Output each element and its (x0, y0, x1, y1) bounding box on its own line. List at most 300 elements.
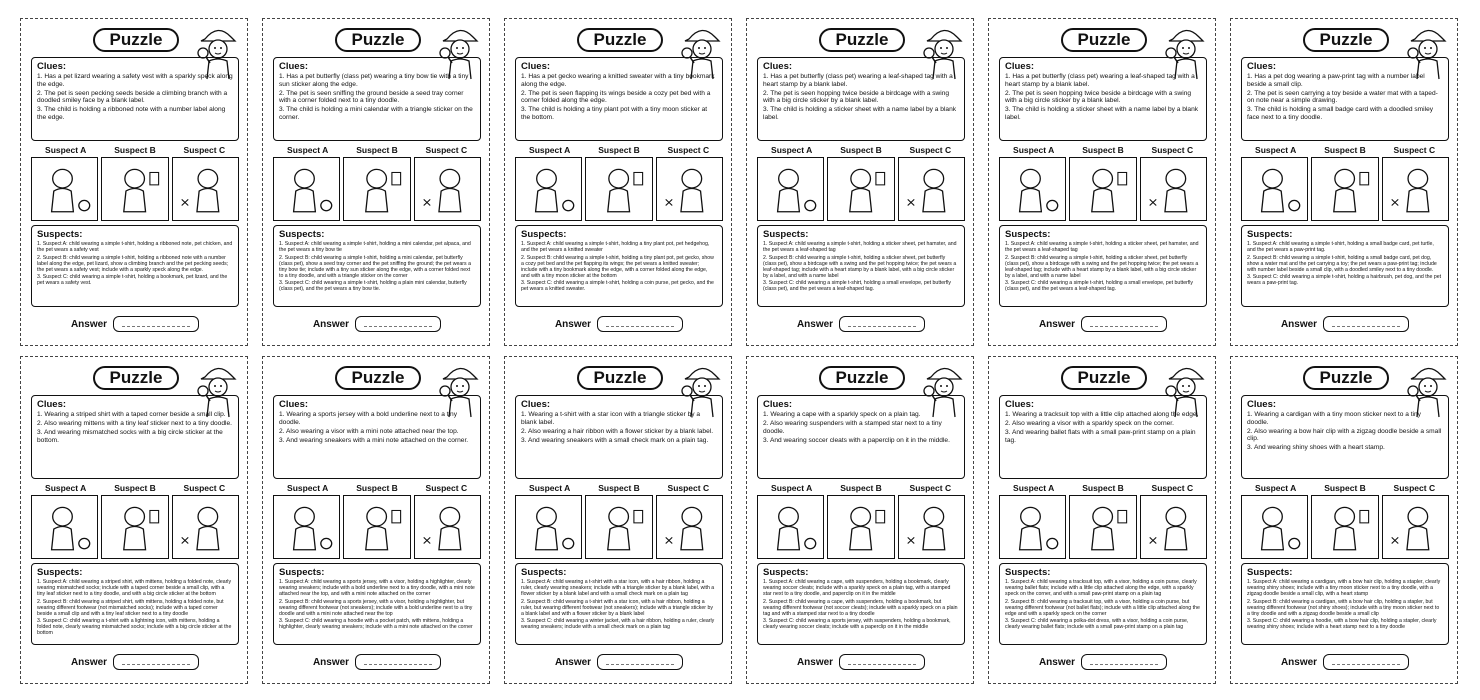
puzzle-card (20, 356, 248, 684)
suspect-list (521, 579, 717, 630)
suspect-list (1247, 579, 1443, 630)
clue-item: 2. Also wearing a bow hair clip with a zigzag doodle beside a small clip. (1247, 427, 1442, 443)
suspect-c-label: Suspect C (1151, 483, 1194, 493)
puzzle-title: Puzzle (1061, 28, 1147, 52)
clue-item: 2. The pet is seen sniffing the ground beside a seed tray corner with a corner folded next to a tiny doodle. (279, 89, 464, 105)
clues-heading: Clues: (521, 61, 551, 72)
suspect-label-row (757, 483, 965, 494)
suspect-b-picture (1069, 495, 1136, 559)
suspect-c-label: Suspect C (1393, 145, 1436, 155)
suspect-picture-row (757, 157, 965, 221)
clues-heading: Clues: (37, 61, 67, 72)
child-illustration-icon (1312, 496, 1377, 558)
suspect-b-picture (827, 157, 894, 221)
suspect-picture-row (1241, 495, 1449, 559)
puzzle-title: Puzzle (335, 366, 421, 390)
suspects-box (31, 563, 239, 645)
suspects-heading: Suspects: (521, 229, 567, 240)
suspects-heading: Suspects: (1005, 229, 1051, 240)
answer-row (757, 653, 965, 671)
answer-row (1241, 653, 1449, 671)
puzzle-card (1230, 356, 1458, 684)
suspect-a-picture (999, 495, 1066, 559)
answer-label: Answer (312, 318, 350, 330)
answer-label: Answer (554, 656, 592, 668)
clue-list (521, 411, 717, 444)
suspect-a-picture (31, 495, 98, 559)
answer-label: Answer (554, 318, 592, 330)
suspect-description: 1. Suspect A: child wearing a simple t-shirt, holding a sticker sheet, pet hamster, and the pet wears a leaf-shaped tag (1005, 241, 1199, 253)
child-illustration-icon (415, 496, 480, 558)
suspect-label-row (31, 145, 239, 156)
suspects-heading: Suspects: (1005, 567, 1051, 578)
puzzle-title: Puzzle (1303, 28, 1389, 52)
suspect-c-picture (898, 495, 965, 559)
suspect-b-picture (101, 495, 168, 559)
suspect-b-label: Suspect B (114, 483, 156, 493)
puzzle-title: Puzzle (577, 28, 663, 52)
clue-item: 1. Wearing a cape with a sparkly speck on a plain tag. (763, 411, 921, 418)
answer-field[interactable] (113, 654, 199, 670)
child-illustration-icon (344, 496, 409, 558)
suspect-a-picture (31, 157, 98, 221)
answer-label: Answer (312, 656, 350, 668)
suspect-a-label: Suspect A (287, 483, 329, 493)
clues-box (515, 395, 723, 479)
suspect-c-label: Suspect C (183, 145, 226, 155)
clue-item: 3. And wearing soccer cleats with a paperclip on it in the middle. (763, 436, 950, 444)
suspect-description: 2. Suspect B: child wearing a cape, with suspenders, holding a bookmark, but wearing different footwear (not soccer cleats); include with a sparkly speck on a plain tag and with a stamped star next to a tiny doodle (763, 598, 958, 617)
suspect-b-picture (343, 495, 410, 559)
answer-row (1241, 315, 1449, 333)
suspect-picture-row (1241, 157, 1449, 221)
child-illustration-icon (828, 496, 893, 558)
suspects-heading: Suspects: (763, 567, 809, 578)
clue-item: 3. And wearing sneakers with a small check mark on a plain tag. (521, 436, 709, 444)
suspects-box (273, 563, 481, 645)
child-illustration-icon (899, 158, 964, 220)
clue-item: 2. The pet is seen hopping twice beside a birdcage with a swing with a big circle sticker by a blank label. (1005, 89, 1192, 105)
suspect-description: 1. Suspect A: child wearing a sports jersey, with a visor, holding a highlighter, clearly wearing sneakers; include with a bold underline next to a tiny doodle, with a mini note attached near the top, and with a mini note attached on the corner (279, 579, 475, 597)
suspect-label-row (999, 145, 1207, 156)
suspects-box (999, 225, 1207, 307)
answer-field[interactable] (597, 316, 683, 332)
suspect-description: 1. Suspect A: child wearing a simple t-shirt, holding a sticker sheet, pet hamster, and the pet wears a leaf-shaped tag (763, 241, 957, 253)
suspect-b-label: Suspect B (1324, 145, 1366, 155)
suspect-c-picture (656, 495, 723, 559)
answer-row (273, 315, 481, 333)
suspect-c-label: Suspect C (667, 483, 710, 493)
suspect-description: 2. Suspect B: child wearing a simple t-shirt, holding a tiny plant pot, pet gecko, show a cozy pet bed and the pet flapping its wings; the pet wears a knitted sweater; include with a tiny bookmark along the edge, with a corner folded along the edge, and with a tiny moon sticker at the bottom (521, 254, 714, 279)
clue-item: 2. Also wearing a visor with a mini note attached near the top. (279, 427, 459, 435)
child-illustration-icon (657, 158, 722, 220)
clue-list (37, 73, 233, 122)
clues-heading: Clues: (279, 399, 309, 410)
suspect-picture-row (273, 495, 481, 559)
clue-item: 1. Wearing a tracksuit top with a little clip attached along the edge. (1005, 411, 1199, 418)
clue-item: 3. The child is holding a sticker sheet with a name label by a blank label. (1005, 106, 1199, 121)
suspects-box (757, 225, 965, 307)
clues-box (757, 395, 965, 479)
suspect-b-picture (1311, 495, 1378, 559)
child-illustration-icon (1383, 496, 1448, 558)
child-illustration-icon (516, 496, 581, 558)
child-illustration-icon (102, 158, 167, 220)
child-illustration-icon (415, 158, 480, 220)
clues-box (999, 395, 1207, 479)
suspect-description: 3. Suspect C: child wearing a winter jacket, with a hair ribbon, holding a ruler, clearly wearing sneakers; include with a small check mark on a plain tag (521, 618, 715, 630)
suspect-picture-row (31, 157, 239, 221)
answer-row (999, 653, 1207, 671)
clue-item: 3. The child is holding a small badge card with a doodled smiley face next to a tiny doodle. (1247, 106, 1434, 121)
clue-list (279, 73, 475, 122)
suspect-picture-row (515, 495, 723, 559)
answer-label: Answer (70, 318, 108, 330)
suspect-list (763, 241, 959, 292)
suspect-c-picture (172, 157, 239, 221)
child-illustration-icon (274, 496, 339, 558)
child-illustration-icon (1141, 158, 1206, 220)
answer-field[interactable] (1081, 316, 1167, 332)
answer-field[interactable] (113, 316, 199, 332)
clues-box (1241, 395, 1449, 479)
clue-item: 3. The child is holding a mini calendar with a triangle sticker on the corner. (279, 106, 473, 121)
clue-item: 1. Has a pet gecko wearing a knitted sweater with a tiny bookmark along the edge. (521, 73, 715, 88)
puzzle-title: Puzzle (335, 28, 421, 52)
suspect-label-row (999, 483, 1207, 494)
puzzle-card (746, 356, 974, 684)
child-illustration-icon (899, 496, 964, 558)
answer-row (999, 315, 1207, 333)
suspect-description: 2. Suspect B: child wearing a sports jersey, with a visor, holding a highlighter, but wearing different footwear (not sneakers); include with a bold underline next to a tiny doodle and with a mini note attached near the top (279, 598, 473, 617)
child-illustration-icon (1141, 496, 1206, 558)
child-illustration-icon (1070, 158, 1135, 220)
clues-box (1241, 57, 1449, 141)
suspect-label-row (273, 145, 481, 156)
child-illustration-icon (1242, 496, 1307, 558)
child-illustration-icon (586, 496, 651, 558)
child-illustration-icon (828, 158, 893, 220)
suspect-b-picture (1311, 157, 1378, 221)
clues-heading: Clues: (1247, 399, 1277, 410)
clue-list (37, 411, 233, 444)
suspect-picture-row (273, 157, 481, 221)
clues-heading: Clues: (521, 399, 551, 410)
suspect-b-label: Suspect B (1082, 483, 1124, 493)
suspect-b-label: Suspect B (598, 483, 640, 493)
suspect-description: 1. Suspect A: child wearing a cardigan, with a bow hair clip, holding a stapler, clearly wearing shiny shoes; include with a tiny moon sticker next to a tiny doodle, with a zigzag doodle beside a small clip, with a heart stamp (1247, 579, 1441, 597)
suspect-a-label: Suspect A (771, 145, 813, 155)
answer-field[interactable] (355, 654, 441, 670)
child-illustration-icon (32, 158, 97, 220)
answer-field[interactable] (1081, 654, 1167, 670)
answer-row (757, 315, 965, 333)
child-illustration-icon (657, 496, 722, 558)
child-illustration-icon (516, 158, 581, 220)
suspect-b-picture (101, 157, 168, 221)
clues-heading: Clues: (37, 399, 67, 410)
clues-box (515, 57, 723, 141)
suspect-label-row (1241, 145, 1449, 156)
child-illustration-icon (758, 158, 823, 220)
clue-list (1005, 411, 1201, 444)
clue-item: 1. Has a pet lizard wearing a safety vest with a sparkly speck along the edge. (37, 73, 233, 88)
clues-box (31, 395, 239, 479)
suspect-description: 3. Suspect C: child wearing a hoodie, with a bow hair clip, holding a stapler, clearly wearing shiny shoes; include with a heart stamp next to a tiny doodle (1247, 618, 1437, 630)
suspect-c-picture (1382, 495, 1449, 559)
suspect-description: 1. Suspect A: child wearing a cape, with suspenders, holding a bookmark, clearly wearing soccer cleats; include with a sparkly speck on a plain tag, with a stamped star next to a tiny doodle, and paperclip on it in the middle (763, 579, 951, 597)
suspect-a-picture (273, 157, 340, 221)
suspect-c-picture (1140, 495, 1207, 559)
child-illustration-icon (1312, 158, 1377, 220)
suspect-b-picture (585, 495, 652, 559)
clue-item: 2. The pet is seen hopping twice beside a birdcage with a swing with a big circle sticker by a blank label. (763, 89, 950, 105)
suspect-a-label: Suspect A (287, 145, 329, 155)
clue-item: 3. And wearing mismatched socks with a big circle sticker at the bottom. (37, 429, 223, 444)
child-illustration-icon (344, 158, 409, 220)
suspect-b-label: Suspect B (598, 145, 640, 155)
clue-item: 3. The child is holding a sticker sheet with a name label by a blank label. (763, 106, 957, 121)
suspect-list (279, 241, 475, 292)
clue-item: 2. Also wearing a hair ribbon with a flower sticker by a blank label. (521, 427, 714, 435)
suspect-label-row (31, 483, 239, 494)
puzzle-card (262, 356, 490, 684)
clues-heading: Clues: (763, 399, 793, 410)
child-illustration-icon (1383, 158, 1448, 220)
puzzle-card (20, 18, 248, 346)
suspect-a-picture (515, 495, 582, 559)
suspect-picture-row (757, 495, 965, 559)
suspect-label-row (515, 145, 723, 156)
answer-field[interactable] (1323, 654, 1409, 670)
suspect-b-label: Suspect B (840, 483, 882, 493)
suspect-list (763, 579, 959, 630)
suspect-description: 3. Suspect C: child wearing a simple t-shirt, holding a hairbrush, pet dog, and the pet wears a paw-print tag. (1247, 274, 1442, 286)
suspect-a-picture (757, 157, 824, 221)
suspect-description: 2. Suspect B: child wearing a simple t-shirt, holding a mini calendar, pet butterfly (class pet), show a seed tray corner and the pet sniffing the ground; the pet wears a tiny bow tie; include with a tiny sun sticker along the edge, with a corner folded next to a tiny doodle, and with a triangle sticker on the corner (279, 254, 471, 279)
suspect-a-label: Suspect A (45, 145, 87, 155)
puzzle-title: Puzzle (93, 366, 179, 390)
answer-row (31, 653, 239, 671)
suspect-a-picture (1241, 495, 1308, 559)
suspect-list (1005, 579, 1201, 630)
clue-item: 3. And wearing shiny shoes with a heart stamp. (1247, 444, 1385, 452)
suspect-a-label: Suspect A (1013, 483, 1055, 493)
suspects-heading: Suspects: (1247, 229, 1293, 240)
puzzle-card (504, 356, 732, 684)
suspect-c-picture (656, 157, 723, 221)
answer-label: Answer (796, 656, 834, 668)
suspect-list (521, 241, 717, 292)
puzzle-card (1230, 18, 1458, 346)
clue-list (763, 411, 959, 444)
clue-list (521, 73, 717, 122)
clue-item: 3. The child is holding a tiny plant pot with a tiny moon sticker at the bottom. (521, 106, 708, 121)
suspect-b-label: Suspect B (1082, 145, 1124, 155)
answer-field[interactable] (839, 654, 925, 670)
suspect-description: 1. Suspect A: child wearing a t-shirt with a star icon, with a hair ribbon, holding a ruler, clearly wearing sneakers; include with a triangle sticker by a blank label, with a flower sticker by a blank label and with a small check mark on a plain tag (521, 579, 715, 597)
suspects-box (757, 563, 965, 645)
suspect-c-label: Suspect C (909, 483, 952, 493)
clues-box (757, 57, 965, 141)
suspect-description: 3. Suspect C: child wearing a simple t-shirt, holding a small envelope, pet butterfly (class pet), and the pet wears a leaf-shaped tag. (1005, 280, 1193, 292)
answer-field[interactable] (355, 316, 441, 332)
suspect-c-picture (414, 157, 481, 221)
suspects-heading: Suspects: (521, 567, 567, 578)
suspect-b-label: Suspect B (840, 145, 882, 155)
suspect-a-picture (273, 495, 340, 559)
clues-box (273, 57, 481, 141)
suspect-label-row (757, 145, 965, 156)
suspect-c-label: Suspect C (1151, 145, 1194, 155)
puzzle-title: Puzzle (577, 366, 663, 390)
suspect-label-row (273, 483, 481, 494)
suspect-description: 2. Suspect B: child wearing a t-shirt with a star icon, with a hair ribbon, holding a ruler, but wearing different footwear (not sneakers); include with a triangle sticker by a blank label and with a flower sticker by a blank label (521, 598, 713, 617)
clue-item: 1. Wearing a striped shirt with a taped corner beside a small clip. (37, 411, 226, 418)
clue-item: 2. Also wearing suspenders with a stamped star next to a tiny doodle. (763, 420, 942, 435)
suspect-c-label: Suspect C (425, 483, 468, 493)
puzzle-card (988, 356, 1216, 684)
suspect-picture-row (31, 495, 239, 559)
suspect-list (37, 241, 233, 286)
answer-label: Answer (1038, 656, 1076, 668)
clue-item: 3. And wearing sneakers with a mini note attached on the corner. (279, 436, 469, 444)
puzzle-card (504, 18, 732, 346)
suspect-c-label: Suspect C (183, 483, 226, 493)
suspect-description: 1. Suspect A: child wearing a tracksuit top, with a visor, holding a coin purse, clearly wearing ballet flats; include with a little clip attached along the edge, with a sparkly speck on the corner, and with a small paw-print stamp on a plain tag (1005, 579, 1197, 597)
suspect-c-label: Suspect C (909, 145, 952, 155)
clue-item: 2. Also wearing a visor with a sparkly speck on the corner. (1005, 420, 1174, 428)
answer-field[interactable] (1323, 316, 1409, 332)
suspect-a-label: Suspect A (1255, 483, 1297, 493)
suspect-description: 2. Suspect B: child wearing a simple t-shirt, holding a small badge card, pet dog, show a water mat and the pet carrying a toy; the pet wears a paw-print tag; include with number label beside a small clip, with a doodled smiley next to a tiny doodle. (1247, 254, 1437, 273)
suspect-list (37, 579, 233, 636)
suspect-list (1005, 241, 1201, 292)
puzzle-title: Puzzle (1061, 366, 1147, 390)
suspect-a-label: Suspect A (45, 483, 87, 493)
suspect-c-label: Suspect C (425, 145, 468, 155)
suspect-a-label: Suspect A (1255, 145, 1297, 155)
suspect-list (279, 579, 475, 630)
clue-item: 2. Also wearing mittens with a tiny leaf sticker next to a tiny doodle. (37, 420, 232, 428)
clues-heading: Clues: (1247, 61, 1277, 72)
suspect-c-picture (898, 157, 965, 221)
clue-item: 3. And wearing ballet flats with a small paw-print stamp on a plain tag. (1005, 429, 1196, 444)
puzzle-title: Puzzle (1303, 366, 1389, 390)
suspect-a-label: Suspect A (529, 145, 571, 155)
clue-item: 2. The pet is seen flapping its wings beside a cozy pet bed with a corner folded along the edge. (521, 89, 711, 105)
suspects-heading: Suspects: (37, 567, 83, 578)
suspect-description: 1. Suspect A: child wearing a simple t-shirt, holding a tiny plant pot, pet hedgehog, and the pet wears a knitted sweater (521, 241, 710, 253)
suspect-description: 3. Suspect C: child wearing a sports jersey, with suspenders, holding a bookmark, clearly wearing soccer cleats; include with a paperclip on it in the middle (763, 618, 951, 630)
answer-row (31, 315, 239, 333)
suspect-a-label: Suspect A (1013, 145, 1055, 155)
suspect-c-picture (1382, 157, 1449, 221)
clues-box (31, 57, 239, 141)
suspects-box (273, 225, 481, 307)
clue-item: 1. Wearing a cardigan with a tiny moon sticker next to a tiny doodle. (1247, 411, 1421, 426)
child-illustration-icon (1242, 158, 1307, 220)
answer-label: Answer (796, 318, 834, 330)
suspects-heading: Suspects: (1247, 567, 1293, 578)
clue-item: 1. Has a pet butterfly (class pet) wearing a tiny bow tie with a tiny sun sticker along the edge. (279, 73, 469, 88)
suspect-c-label: Suspect C (667, 145, 710, 155)
suspect-description: 3. Suspect C: child wearing a polka-dot dress, with a visor, holding a coin purse, clearly wearing ballet flats; include with a small paw-print stamp on a plain tag (1005, 618, 1189, 630)
suspects-heading: Suspects: (37, 229, 83, 240)
answer-field[interactable] (597, 654, 683, 670)
suspect-c-label: Suspect C (1393, 483, 1436, 493)
child-illustration-icon (1000, 158, 1065, 220)
clue-item: 1. Has a pet butterfly (class pet) wearing a leaf-shaped tag with a heart stamp by a blank label. (763, 73, 953, 88)
suspect-b-label: Suspect B (1324, 483, 1366, 493)
suspects-heading: Suspects: (763, 229, 809, 240)
suspect-description: 2. Suspect B: child wearing a simple t-shirt, holding a sticker sheet, pet butterfly (class pet), show a birdcage with a swing and the pet hopping twice; the pet wears a leaf-shaped tag; include with a heart stamp by a blank label, with a big circle sticker by a label, and with a name label (1005, 254, 1199, 279)
suspects-box (1241, 225, 1449, 307)
child-illustration-icon (173, 158, 238, 220)
suspect-description: 3. Suspect C: child wearing a simple t-shirt, holding a bookmark, pet lizard, and the pet wears a safety vest. (37, 274, 228, 286)
suspect-description: 3. Suspect C: child wearing a simple t-shirt, holding a coin purse, pet gecko, and the pet wears a knitted sweater. (521, 280, 714, 292)
suspect-a-label: Suspect A (771, 483, 813, 493)
suspect-picture-row (999, 157, 1207, 221)
suspect-label-row (1241, 483, 1449, 494)
suspects-box (1241, 563, 1449, 645)
answer-label: Answer (1038, 318, 1076, 330)
suspect-description: 2. Suspect B: child wearing a tracksuit top, with a visor, holding a coin purse, but wearing different footwear (not ballet flats); include with a little clip attached along the edge and with a sparkly speck on the corner (1005, 598, 1200, 617)
suspect-a-picture (757, 495, 824, 559)
clues-box (999, 57, 1207, 141)
answer-field[interactable] (839, 316, 925, 332)
clues-heading: Clues: (763, 61, 793, 72)
child-illustration-icon (1070, 496, 1135, 558)
suspects-box (31, 225, 239, 307)
suspect-c-picture (1140, 157, 1207, 221)
child-illustration-icon (32, 496, 97, 558)
answer-label: Answer (70, 656, 108, 668)
suspect-b-label: Suspect B (114, 145, 156, 155)
suspect-description: 3. Suspect C: child wearing a t-shirt with a lightning icon, with mittens, holding a folded note, clearly wearing mismatched socks; include with a big circle sticker at the bottom (37, 618, 232, 636)
child-illustration-icon (102, 496, 167, 558)
suspect-c-picture (172, 495, 239, 559)
suspect-a-picture (1241, 157, 1308, 221)
clue-item: 2. The pet is seen pecking seeds beside a climbing branch with a doodled smiley face by a blank label. (37, 89, 228, 105)
clue-item: 1. Has a pet butterfly (class pet) wearing a leaf-shaped tag with a heart stamp by a blank label. (1005, 73, 1195, 88)
clue-list (1247, 73, 1443, 122)
puzzle-title: Puzzle (93, 28, 179, 52)
suspect-b-label: Suspect B (356, 145, 398, 155)
suspect-description: 2. Suspect B: child wearing a simple t-shirt, holding a sticker sheet, pet butterfly (class pet), show a birdcage with a swing and the pet hopping twice; the pet wears a leaf-shaped tag; include with a heart stamp by a blank label, with a big circle sticker by a label, and with a name label (763, 254, 957, 279)
child-illustration-icon (586, 158, 651, 220)
answer-row (515, 653, 723, 671)
child-illustration-icon (274, 158, 339, 220)
answer-label: Answer (1280, 318, 1318, 330)
clue-list (1005, 73, 1201, 122)
suspect-description: 3. Suspect C: child wearing a hoodie with a pocket patch, with mittens, holding a highlighter, clearly wearing sneakers; include with a mini note attached on the corner (279, 618, 473, 630)
clues-box (273, 395, 481, 479)
suspect-description: 3. Suspect C: child wearing a simple t-shirt, holding a plain mini calendar, butterfly (class pet), and the pet wears a tiny bow tie. (279, 280, 467, 292)
clue-item: 1. Wearing a t-shirt with a star icon with a triangle sticker by a blank label. (521, 411, 701, 426)
suspect-label-row (515, 483, 723, 494)
clue-list (763, 73, 959, 122)
suspect-description: 1. Suspect A: child wearing a striped shirt, with mittens, holding a folded note, clearly wearing mismatched socks; include with a taped corner beside a small clip, with a tiny leaf sticker next to a tiny doodle, and with a big circle sticker at the bottom (37, 579, 232, 597)
clues-heading: Clues: (1005, 399, 1035, 410)
answer-row (273, 653, 481, 671)
suspect-description: 2. Suspect B: child wearing a simple t-shirt, holding a ribboned note with a number label along the edge, pet lizard, show a climbing branch and the pet pecking seeds; the pet wears a safety vest; include with a sparkly speck along the edge. (37, 254, 229, 273)
suspect-description: 2. Suspect B: child wearing a striped shirt, with mittens, holding a folded note, but wearing different footwear (not mismatched socks); include with a taped corner beside a small clip and with a tiny leaf sticker next to a tiny doodle (37, 598, 224, 617)
suspect-description: 3. Suspect C: child wearing a simple t-shirt, holding a small envelope, pet butterfly (class pet), and the pet wears a leaf-shaped tag. (763, 280, 951, 292)
clue-list (279, 411, 475, 444)
suspect-list (1247, 241, 1443, 286)
child-illustration-icon (173, 496, 238, 558)
